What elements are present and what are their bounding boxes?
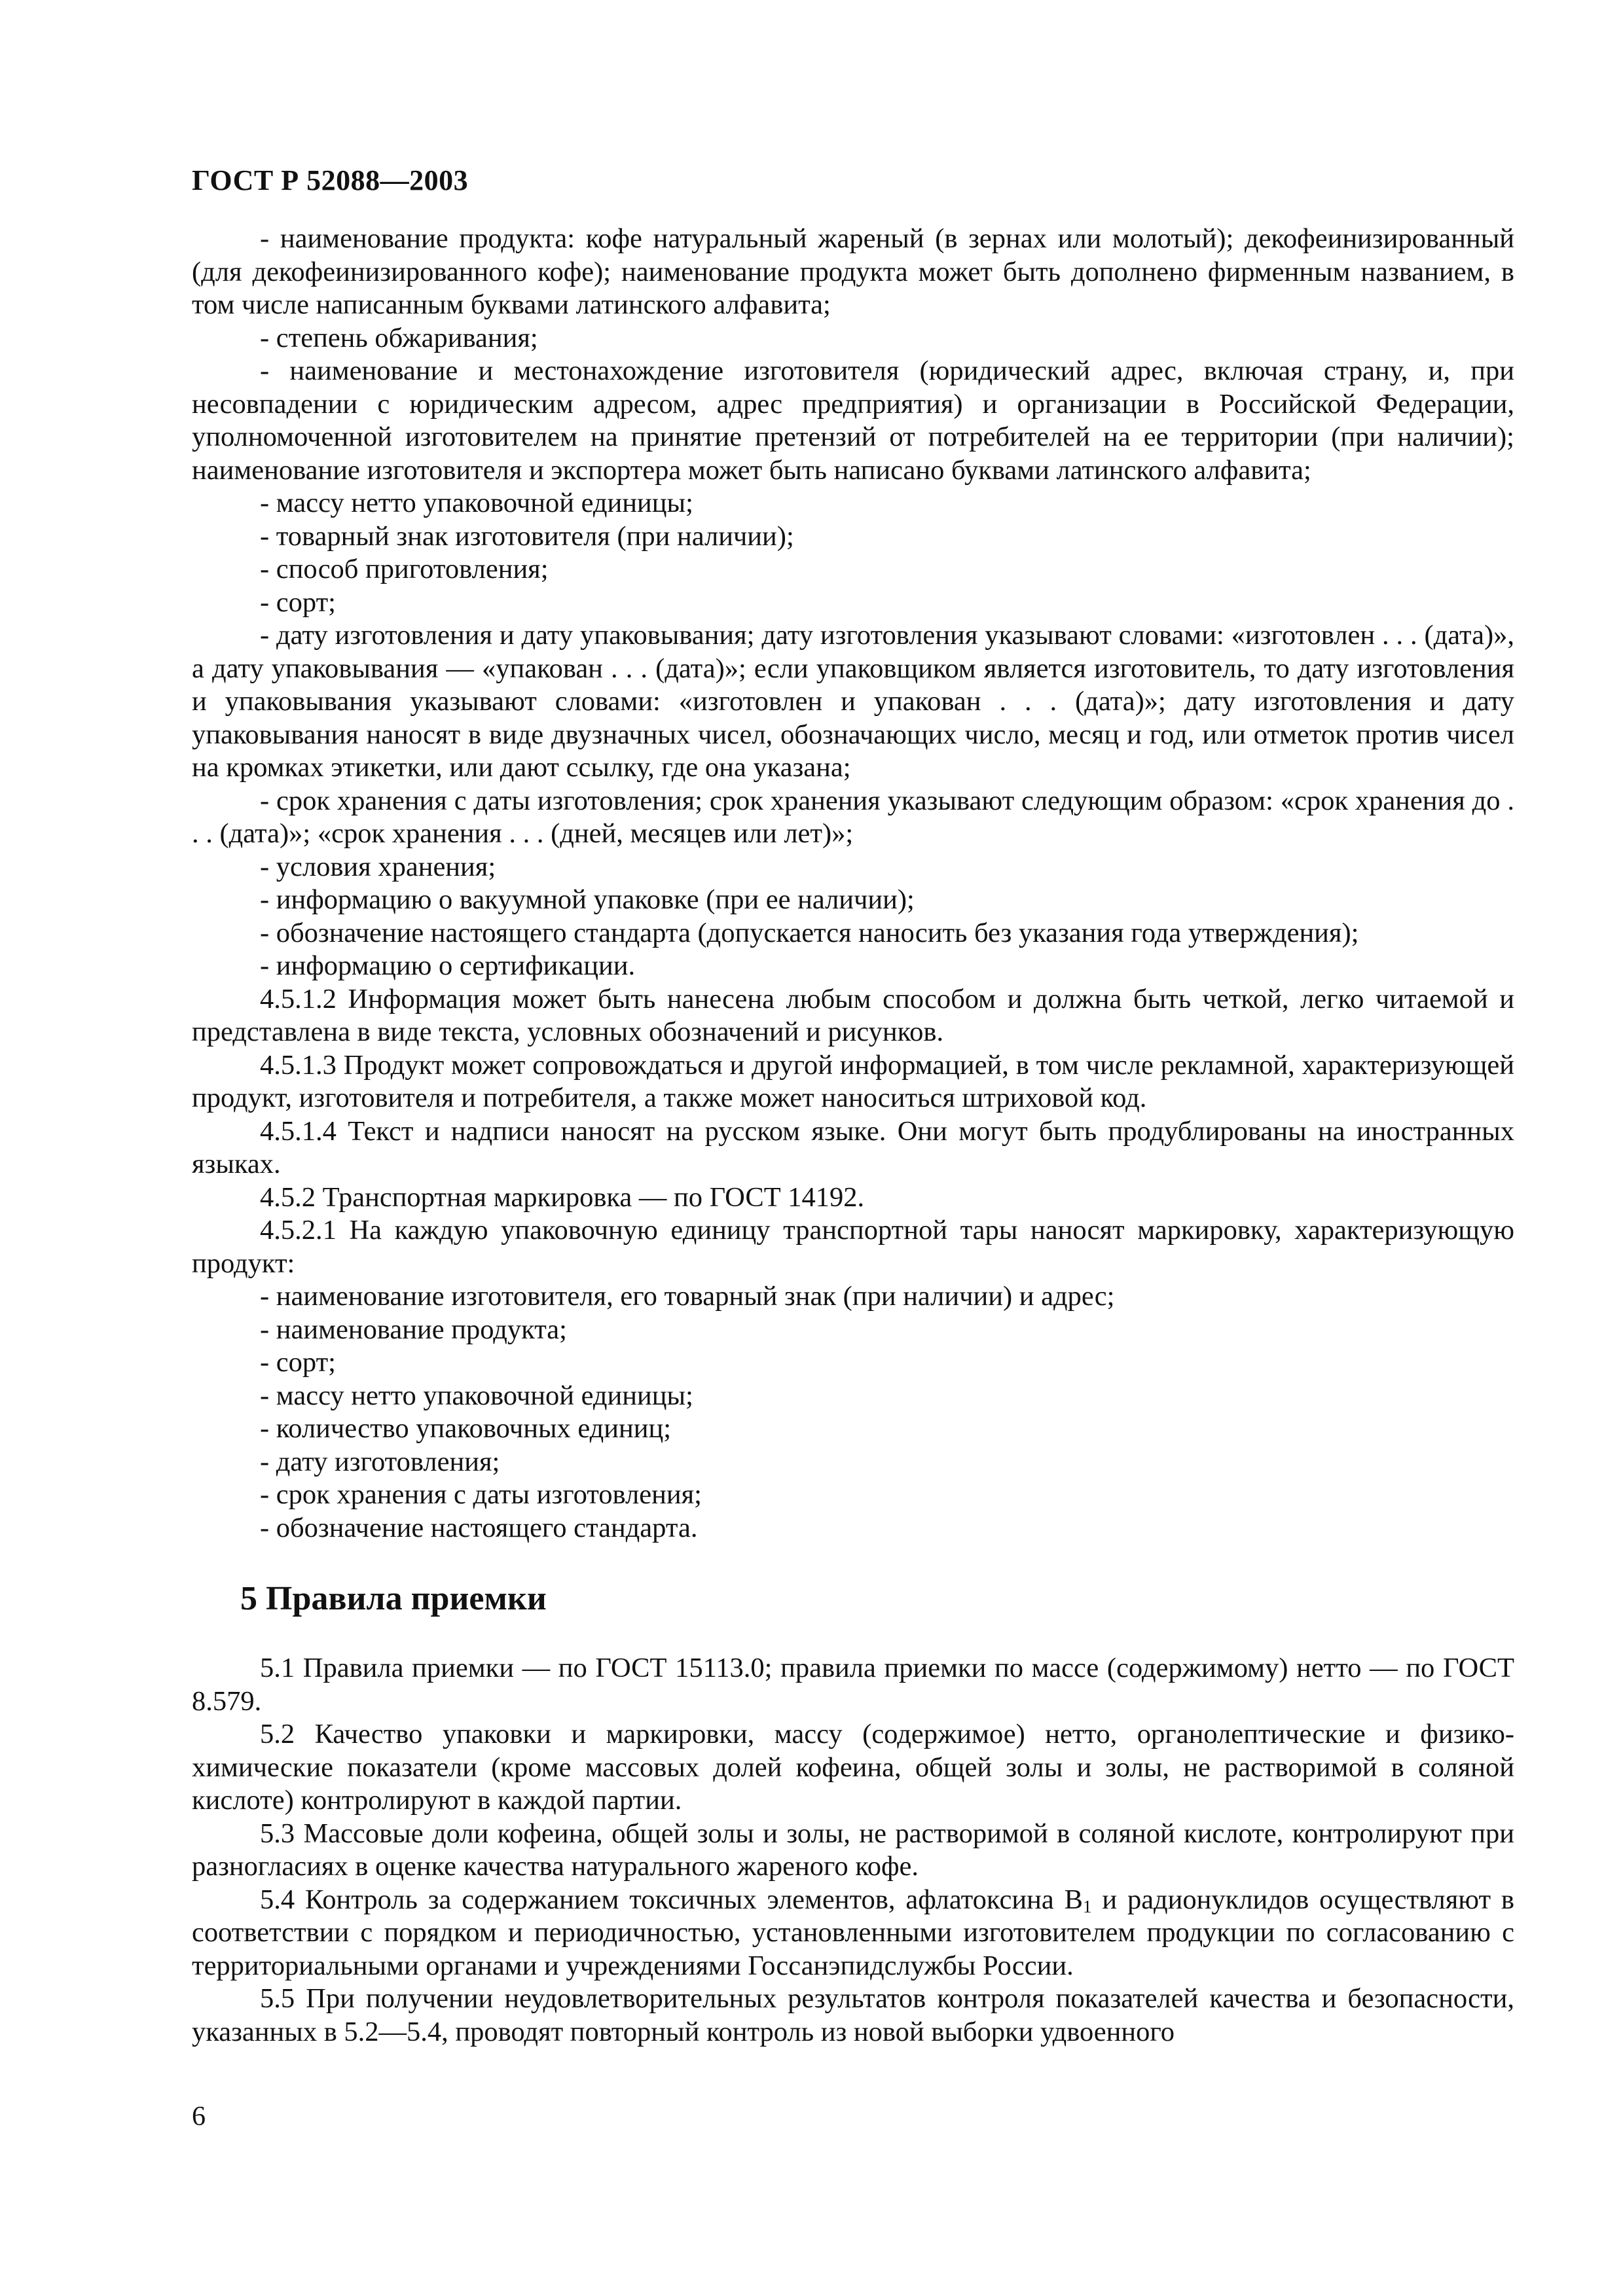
list-item-standard: - обозначение настоящего стандарта (допускается наносить без указания года утверждения); — [260, 917, 1359, 948]
list-item-preparation: - способ приготовления; — [260, 554, 549, 584]
transport-item-shelf-life: - срок хранения с даты изготовления; — [260, 1479, 702, 1510]
list-item-roast-degree: - степень обжаривания; — [260, 322, 538, 353]
paragraph-5-1: 5.1 Правила приемки — по ГОСТ 15113.0; правила приемки по массе (содержимому) нетто — по ГОСТ 8.579. — [192, 1653, 1514, 1717]
list-item-storage: - условия хранения; — [260, 851, 496, 882]
list-item-net-mass: - массу нетто упаковочной единицы; — [260, 488, 693, 518]
paragraph-5-5: 5.5 При получении неудовлетворительных результатов контроля показателей качества и безопасности, указанных в 5.2—5.4, проводят повторный контроль из новой выборки удвоенного — [192, 1983, 1514, 2047]
paragraph-4-5-2: 4.5.2 Транспортная маркировка — по ГОСТ 14192. — [260, 1181, 865, 1213]
paragraph-5-4-end: и радионуклидов осуществляют в соответствии с порядком и периодичностью, установленными изготовителем продукции по согласованию с территориальными органами и учреждениями Госсанэпидслужбы России. — [192, 1884, 1514, 1981]
section-spacer — [192, 1623, 1514, 1652]
paragraph-5-2: 5.2 Качество упаковки и маркировки, массу (содержимое) нетто, органолептические и физико-химические показатели (кроме массовых долей кофеина, общей золы и золы, не растворимой в соляной кислоте) контролируют в каждой партии. — [192, 1719, 1514, 1816]
list-item-certification: - информацию о сертификации. — [260, 950, 636, 981]
transport-item-unit-count: - количество упаковочных единиц; — [260, 1413, 672, 1444]
section-5-heading: 5 Правила приемки — [240, 1580, 547, 1617]
page-number: 6 — [192, 2102, 206, 2132]
transport-item-grade: - сорт; — [260, 1347, 336, 1378]
transport-item-product-name: - наименование продукта; — [260, 1314, 567, 1345]
subscript-one: 1 — [1082, 1896, 1092, 1916]
document-page — [192, 0, 1514, 2296]
paragraph-5-3: 5.3 Массовые доли кофеина, общей золы и золы, не растворимой в соляной кислоте, контролируют при разногласиях в оценке качества натурального жареного кофе. — [192, 1818, 1514, 1882]
list-item-product-name: - наименование продукта: кофе натуральный жареный (в зернах или молотый); декофеинизированный (для декофеинизированного кофе); наименование продукта может быть дополнено фирменным названием, в том числе написанным буквами латинского алфавита; — [192, 223, 1514, 320]
document-header: ГОСТ Р 52088—2003 — [192, 164, 469, 196]
transport-item-production-date: - дату изготовления; — [260, 1446, 500, 1477]
document-body — [192, 223, 1514, 2049]
list-item-dates: - дату изготовления и дату упаковывания; дату изготовления указывают словами: «изготовлен . . . (дата)», а дату упаковывания — «упакован . . . (дата)»; если упаковщиком является изготовитель, то дату изготовления и упаковывания указывают словами: «изготовлен и упакован . . . (дата)»; дату изготовления и дату упаковывания наносят в виде двузначных чисел, обозначающих число, месяц и год, или отметок против чисел на кромках этикетки, или дают ссылку, где она указана; — [192, 620, 1514, 783]
list-item-vacuum: - информацию о вакуумной упаковке (при ее наличии); — [260, 884, 915, 915]
paragraph-4-5-1-2: 4.5.1.2 Информация может быть нанесена любым способом и должна быть четкой, легко читаемой и представлена в виде текста, условных обозначений и рисунков. — [192, 983, 1514, 1047]
paragraph-4-5-2-1: 4.5.2.1 На каждую упаковочную единицу транспортной тары наносят маркировку, характеризующую продукт: — [192, 1215, 1514, 1279]
transport-item-standard: - обозначение настоящего стандарта. — [260, 1512, 698, 1543]
list-item-trademark: - товарный знак изготовителя (при наличии); — [260, 520, 794, 552]
paragraph-5-4-start: 5.4 Контроль за содержанием токсичных элементов, афлатоксина В — [260, 1884, 1083, 1915]
list-item-grade: - сорт; — [260, 586, 336, 618]
paragraph-4-5-1-4: 4.5.1.4 Текст и надписи наносят на русском языке. Они могут быть продублированы на иностранных языках. — [192, 1115, 1514, 1179]
paragraph-4-5-1-3: 4.5.1.3 Продукт может сопровождаться и другой информацией, в том числе рекламной, характеризующей продукт, изготовителя и потребителя, а также может наноситься штриховой код. — [192, 1049, 1514, 1113]
transport-item-manufacturer: - наименование изготовителя, его товарный знак (при наличии) и адрес; — [260, 1281, 1115, 1312]
list-item-shelf-life: - срок хранения с даты изготовления; срок хранения указывают следующим образом: «срок хранения до . . . (дата)»; «срок хранения . . . (дней, месяцев или лет)»; — [192, 785, 1514, 849]
list-item-manufacturer: - наименование и местонахождение изготовителя (юридический адрес, включая страну, и, при несовпадении с юридическим адресом, адрес предприятия) и организации в Российской Федерации, уполномоченной изготовителем на принятие претензий от потребителей на ее территории (при наличии); наименование изготовителя и экспортера может быть написано буквами латинского алфавита; — [192, 355, 1514, 486]
paragraph-5-4 — [192, 1884, 1514, 1983]
transport-item-net-mass: - массу нетто упаковочной единицы; — [260, 1380, 693, 1411]
